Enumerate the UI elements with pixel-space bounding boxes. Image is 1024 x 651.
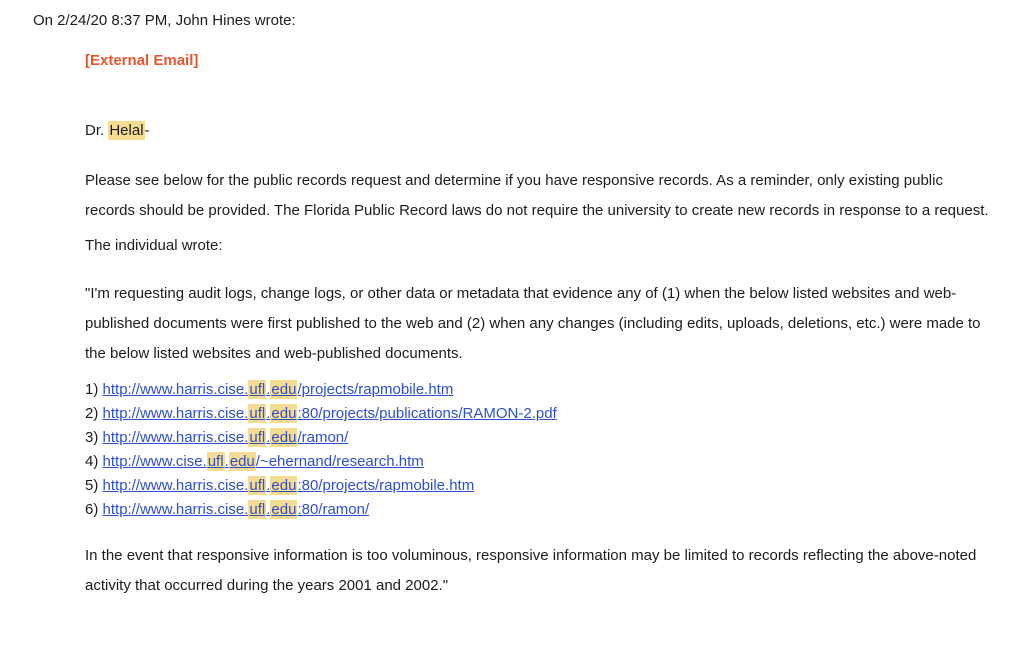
url-part: :80/projects/rapmobile.htm: [297, 477, 475, 494]
highlighted-url-part: ufl: [249, 477, 266, 494]
list-number: 1): [85, 381, 103, 398]
external-email-banner: [External Email]: [85, 52, 199, 69]
url-part: :80/projects/publications/RAMON-2.pdf: [297, 405, 557, 422]
paragraph-records-request: Please see below for the public records request and determine if you have responsive records. As a reminder, only existing public records should be provided. The Florida Public Record laws do not require the university to create new records in response to a request.: [85, 172, 989, 219]
url-part: http://www.harris.cise.: [102, 381, 249, 398]
url-part: .: [266, 477, 271, 494]
url-part: /ramon/: [297, 429, 349, 446]
url-part: .: [224, 453, 229, 470]
highlighted-url-part: edu: [271, 381, 297, 398]
highlighted-url-part: edu: [271, 405, 297, 422]
highlighted-url-part: ufl: [207, 453, 224, 470]
url-part: /projects/rapmobile.htm: [297, 381, 454, 398]
reply-attribution: On 2/24/20 8:37 PM, John Hines wrote:: [33, 12, 296, 29]
list-item: [85, 378, 995, 402]
highlighted-url-part: ufl: [249, 405, 266, 422]
highlighted-url-part: ufl: [249, 429, 266, 446]
url-link[interactable]: [103, 452, 424, 471]
url-list: [85, 378, 995, 522]
list-number: 4): [85, 453, 103, 470]
salutation: [85, 116, 995, 146]
highlighted-url-part: edu: [229, 453, 255, 470]
highlighted-url-part: ufl: [249, 381, 266, 398]
highlighted-url-part: ufl: [249, 501, 266, 518]
url-part: .: [266, 405, 271, 422]
highlighted-url-part: edu: [271, 501, 297, 518]
list-number: 2): [85, 405, 103, 422]
list-item: [85, 450, 995, 474]
list-number: 5): [85, 477, 103, 494]
list-item: [85, 498, 995, 522]
url-part: http://www.harris.cise.: [102, 405, 249, 422]
url-link[interactable]: [103, 500, 370, 519]
url-part: :80/ramon/: [297, 501, 370, 518]
url-part: /~ehernand/research.htm: [255, 453, 424, 470]
url-part: http://www.harris.cise.: [102, 477, 249, 494]
list-item: [85, 402, 995, 426]
list-item: [85, 474, 995, 498]
url-part: .: [266, 501, 271, 518]
paragraph-request-quote: "I'm requesting audit logs, change logs, or other data or metadata that evidence any of (1) when the below listed websites and web-published documents were first published to the web and (2) when any changes (including edits, uploads, deletions, etc.) were made to the below listed websites and web-published documents.: [85, 285, 981, 362]
url-part: http://www.harris.cise.: [102, 501, 249, 518]
url-link[interactable]: [103, 380, 454, 399]
salutation-text: -: [144, 122, 150, 139]
paragraph-individual-wrote: The individual wrote:: [85, 237, 223, 254]
list-item: [85, 426, 995, 450]
paragraph-voluminous: In the event that responsive information is too voluminous, responsive information may be limited to records reflecting the above-noted activity that occurred during the years 2001 and 2002.": [85, 547, 977, 594]
url-part: .: [266, 429, 271, 446]
url-link[interactable]: [103, 428, 349, 447]
url-part: .: [266, 381, 271, 398]
highlighted-url-part: edu: [271, 477, 297, 494]
highlighted-url-part: edu: [271, 429, 297, 446]
highlighted-name: Helal: [109, 122, 144, 139]
url-part: http://www.cise.: [102, 453, 207, 470]
url-part: http://www.harris.cise.: [102, 429, 249, 446]
url-link[interactable]: [103, 476, 475, 495]
salutation-text: Dr.: [85, 122, 109, 139]
url-link[interactable]: [103, 404, 557, 423]
quoted-message: [85, 46, 995, 601]
list-number: 3): [85, 429, 103, 446]
list-number: 6): [85, 501, 103, 518]
